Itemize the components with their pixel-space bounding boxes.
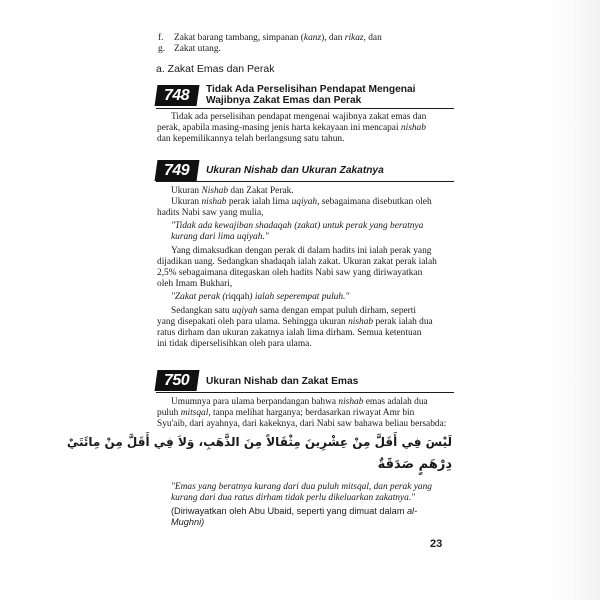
paragraph-line: perak, apabila masing-masing jenis harta kekayaan ini mencapai nishab (157, 123, 426, 133)
paragraph-line: ratus dirham dan ukuran zakatnya ialah lima dirham. Semua ketentuan (157, 328, 422, 338)
hadith-quote: kurang dari lima uqiyah." (171, 232, 269, 242)
paragraph-line: oleh Imam Bukhari, (157, 279, 233, 289)
paragraph-line: Tidak ada perselisihan pendapat mengenai wajibnya zakat emas dan (171, 112, 427, 122)
section-number-badge: 748 (155, 85, 200, 106)
paragraph-line: hadits Nabi saw yang mulia, (157, 208, 264, 218)
paragraph-line: dan kepemilikannya telah berlangsung satu tahun. (157, 134, 345, 144)
hadith-translation: "Emas yang beratnya kurang dari dua puluh mitsqal, dan perak yang (171, 482, 432, 492)
list-item-g: g. Zakat utang. (158, 44, 221, 54)
heading-750-title: Ukuran Nishab dan Zakat Emas (206, 376, 359, 387)
heading-rule (156, 392, 454, 393)
paragraph-line: yang disepakati oleh para ulama. Sehingga ukuran nishab perak ialah dua (157, 317, 433, 327)
heading-748-title-line2: Wajibnya Zakat Emas dan Perak (206, 95, 362, 106)
paragraph-line: Ukuran nishab perak ialah lima uqiyah, sebagaimana disebutkan oleh (171, 197, 432, 207)
section-number-badge: 749 (155, 160, 200, 181)
hadith-source: Mughni) (171, 517, 205, 527)
paragraph-line: ini tidak diperselisihkan oleh para ulama. (157, 339, 312, 349)
paragraph-line: Umumnya para ulama berpandangan bahwa nishab emas adalah dua (171, 397, 428, 407)
paragraph-line: Sedangkan satu uqiyah sama dengan empat puluh dirham, seperti (171, 306, 417, 316)
paragraph-line: puluh mitsqal, tanpa melihat harganya; berdasarkan riwayat Amr bin (157, 408, 415, 418)
paragraph-line: Syu'aib, dari ayahnya, dari kakeknya, dari Nabi saw bahawa beliau bersabda: (157, 419, 447, 429)
section-number-badge: 750 (155, 370, 200, 391)
heading-rule (156, 181, 454, 182)
heading-rule (156, 108, 454, 109)
list-item-f: f. Zakat barang tambang, simpanan (kanz), dan rikaz, dan (158, 33, 382, 43)
arabic-hadith-line2: دِرْهَمٍ صَدَقَةٌ (377, 457, 452, 472)
paragraph-line: dijadikan uang. Sedangkan shadaqah ialah zakat. Ukuran zakat perak ialah (157, 257, 437, 267)
hadith-translation: kurang dari dua ratus dirham tidak perlu dikeluarkan zakatnya." (171, 493, 416, 503)
heading-749-title: Ukuran Nishab dan Ukuran Zakatnya (206, 165, 384, 176)
heading-748-title-line1: Tidak Ada Perselisihan Pendapat Mengenai (206, 84, 416, 95)
arabic-hadith-line1: لَيْسَ فِي أَقَلَّ مِنْ عِشْرِينَ مِثْقَالاً مِنَ الذَّهَبِ، وَلاَ فِي أَقَلَّ مِنْ مِائَتَيْ (66, 435, 452, 449)
paragraph-line: Yang dimaksudkan dengan perak di dalam hadits ini ialah perak yang (171, 246, 432, 256)
section-title: a. Zakat Emas dan Perak (156, 63, 275, 75)
page-number: 23 (430, 538, 443, 550)
paragraph-line: Ukuran Nishab dan Zakat Perak. (171, 186, 294, 196)
paragraph-line: 2,5% sebagaimana ditegaskan oleh hadits Nabi saw yang diriwayatkan (157, 268, 423, 278)
hadith-quote: "Tidak ada kewajiban shadaqah (zakat) untuk perak yang beratnya (171, 221, 424, 231)
hadith-source: (Diriwayatkan oleh Abu Ubaid, seperti yang dimuat dalam al- (171, 506, 418, 516)
hadith-quote: "Zakat perak (riqqah) ialah seperempat puluh." (171, 292, 350, 302)
